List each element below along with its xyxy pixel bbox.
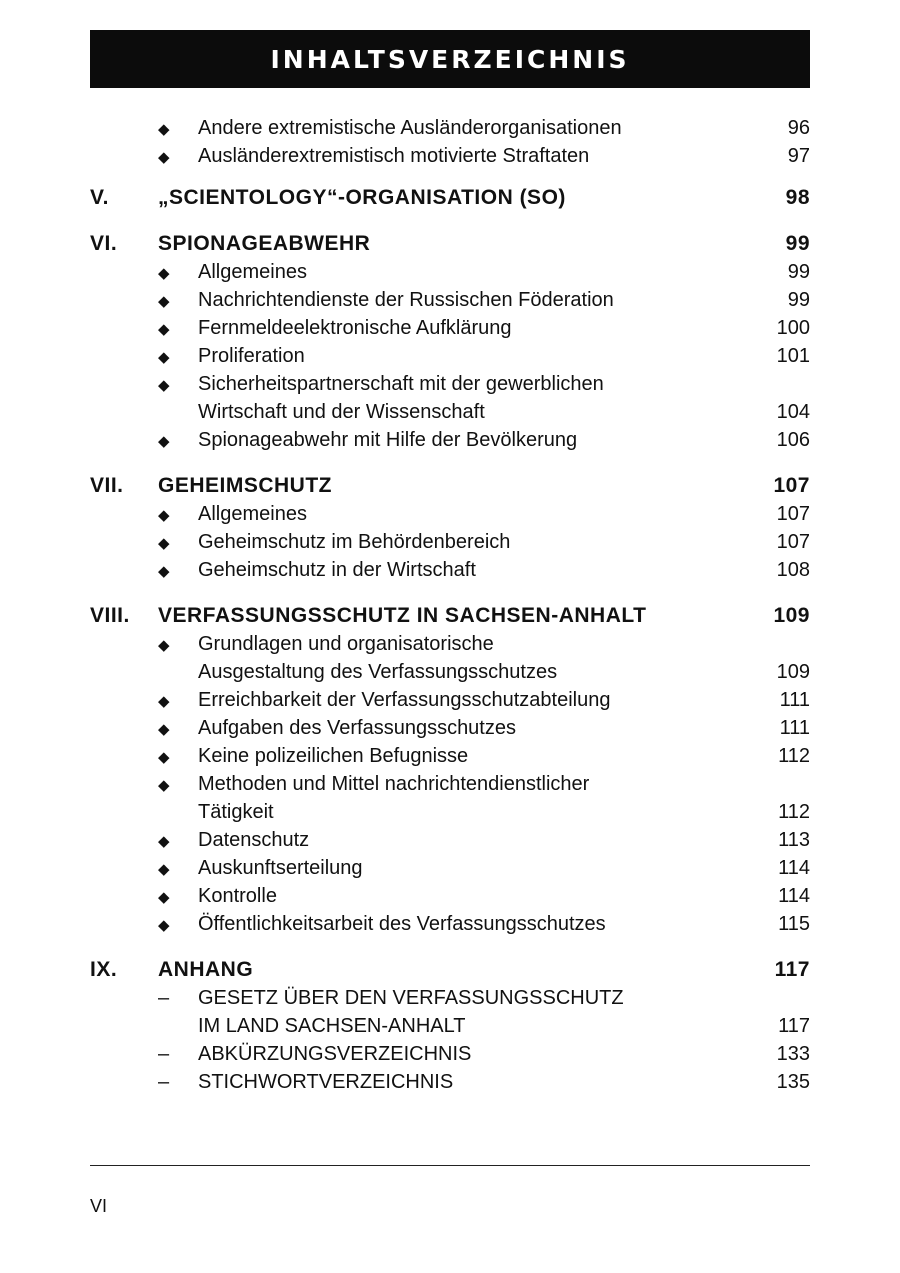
section-number: IX. [90,958,118,981]
bullet-diamond-icon: ◆ [158,377,170,394]
dash-marker-icon: – [158,1071,170,1093]
toc-entry-text: Ausländerextremistisch motivierte Straftaten [198,145,590,167]
section-page: 98 [785,186,810,209]
toc-entry [90,286,810,314]
section-page: 109 [773,604,810,627]
bullet-diamond-icon: ◆ [158,917,170,934]
bullet-diamond-icon: ◆ [158,293,170,310]
toc-header [90,30,810,88]
toc-entry-continuation [198,398,810,426]
dash-marker-icon: – [158,987,170,1009]
toc-entry-text: Erreichbarkeit der Verfassungsschutzabteilung [198,689,611,711]
toc-entry [90,910,810,938]
toc-entry [90,114,810,142]
toc-entry [90,500,810,528]
toc-entry-text: Geheimschutz im Behördenbereich [198,531,511,553]
toc-entry [90,854,810,882]
section-number: V. [90,186,109,209]
toc-entry [90,528,810,556]
dash-marker-icon: – [158,1043,170,1065]
toc-section-heading [90,472,810,500]
toc-entry-text: GESETZ ÜBER DEN VERFASSUNGSSCHUTZ [198,987,624,1009]
section-page: 99 [785,232,810,255]
toc-entry-text: Tätigkeit [198,801,274,823]
toc-entry-page: 96 [787,117,810,139]
bullet-diamond-icon: ◆ [158,777,170,794]
toc-entry-page: 114 [778,857,810,879]
bullet-diamond-icon: ◆ [158,693,170,710]
section-title: SPIONAGEABWEHR [158,232,371,255]
toc-entry-text: ABKÜRZUNGSVERZEICHNIS [198,1043,472,1065]
toc-entry-page: 114 [778,885,810,907]
toc-entry-text: IM LAND SACHSEN-ANHALT [198,1015,466,1037]
toc-entry-page: 135 [776,1071,810,1093]
toc-entry-continuation [198,1012,810,1040]
toc-entry-page: 111 [779,717,810,739]
toc-entry-text: Nachrichtendienste der Russischen Föderation [198,289,614,311]
toc-entry [90,770,810,798]
toc-entry [90,1068,810,1096]
section-title: ANHANG [158,958,254,981]
toc-entry-text: Methoden und Mittel nachrichtendienstlicher [198,773,590,795]
toc-entry [90,342,810,370]
toc-entry-text: Andere extremistische Ausländerorganisationen [198,117,622,139]
section-title: „SCIENTOLOGY“-ORGANISATION (SO) [158,186,566,209]
toc-entry-text: Allgemeines [198,503,307,525]
toc-entry [90,630,810,658]
toc-entry-page: 133 [776,1043,810,1065]
toc-section-heading [90,230,810,258]
toc-entry-page: 106 [776,429,810,451]
toc-entry-page: 104 [776,401,810,423]
toc-entry-text: Wirtschaft und der Wissenschaft [198,401,485,423]
toc-entry-text: Aufgaben des Verfassungsschutzes [198,717,516,739]
bullet-diamond-icon: ◆ [158,721,170,738]
toc-entry-page: 107 [776,503,810,525]
toc-entry-page: 112 [778,745,810,767]
toc-entry-page: 99 [787,261,810,283]
toc-entry-text: Datenschutz [198,829,310,851]
bullet-diamond-icon: ◆ [158,535,170,552]
bullet-diamond-icon: ◆ [158,861,170,878]
bullet-diamond-icon: ◆ [158,637,170,654]
toc-entry-text: Proliferation [198,345,305,367]
toc-entry [90,882,810,910]
page-number: VI [90,1196,108,1216]
toc-entry [90,686,810,714]
toc-entry [90,426,810,454]
section-page: 117 [774,958,810,981]
toc-entry-page: 99 [787,289,810,311]
toc-entry-text: Fernmeldeelektronische Aufklärung [198,317,512,339]
bullet-diamond-icon: ◆ [158,833,170,850]
toc-title: INHALTSVERZEICHNIS [270,44,630,74]
bullet-diamond-icon: ◆ [158,121,170,138]
bullet-diamond-icon: ◆ [158,749,170,766]
toc-section-heading [90,184,810,212]
toc-entry-text: Geheimschutz in der Wirtschaft [198,559,476,581]
toc-section-heading [90,956,810,984]
toc-entry-text: Spionageabwehr mit Hilfe der Bevölkerung [198,429,578,451]
bullet-diamond-icon: ◆ [158,433,170,450]
toc-entry-page: 109 [776,661,810,683]
bullet-diamond-icon: ◆ [158,563,170,580]
toc-entry-page: 113 [778,829,810,851]
toc-entry [90,742,810,770]
toc-entry-page: 101 [776,345,810,367]
bullet-diamond-icon: ◆ [158,507,170,524]
toc-entry [90,714,810,742]
toc-entry-page: 112 [778,801,810,823]
section-page: 107 [773,474,810,497]
toc-entry-page: 117 [778,1015,810,1037]
section-number: VI. [90,232,118,255]
toc-entry [90,826,810,854]
toc-entry-page: 111 [779,689,810,711]
toc-entry [90,370,810,398]
toc-entry-page: 107 [776,531,810,553]
toc-entry-text: Sicherheitspartnerschaft mit der gewerblichen [198,373,604,395]
toc-entry [90,258,810,286]
toc-entry [90,556,810,584]
toc-entry-page: 97 [787,145,810,167]
section-title: GEHEIMSCHUTZ [158,474,332,497]
toc-entry [90,142,810,170]
toc-entry [90,314,810,342]
bullet-diamond-icon: ◆ [158,349,170,366]
toc-entry-continuation [198,658,810,686]
toc-entry-text: Keine polizeilichen Befugnisse [198,745,469,767]
section-title: VERFASSUNGSSCHUTZ IN SACHSEN-ANHALT [158,604,647,627]
toc-entry [90,1040,810,1068]
toc-entry-text: Allgemeines [198,261,307,283]
toc-section-heading [90,602,810,630]
table-of-contents [90,114,810,1096]
toc-entry-text: STICHWORTVERZEICHNIS [198,1071,454,1093]
footer-divider [90,1165,810,1166]
toc-entry-page: 108 [776,559,810,581]
toc-entry-text: Öffentlichkeitsarbeit des Verfassungsschutzes [198,913,606,935]
toc-entry-text: Grundlagen und organisatorische [198,633,494,655]
bullet-diamond-icon: ◆ [158,149,170,166]
bullet-diamond-icon: ◆ [158,265,170,282]
toc-entry-text: Auskunftserteilung [198,857,363,879]
toc-entry-page: 100 [776,317,810,339]
section-number: VIII. [90,604,130,627]
toc-entry-text: Ausgestaltung des Verfassungsschutzes [198,661,558,683]
bullet-diamond-icon: ◆ [158,321,170,338]
section-number: VII. [90,474,124,497]
toc-entry-page: 115 [778,913,810,935]
toc-entry [90,984,810,1012]
toc-entry-continuation [198,798,810,826]
toc-entry-text: Kontrolle [198,885,277,907]
bullet-diamond-icon: ◆ [158,889,170,906]
